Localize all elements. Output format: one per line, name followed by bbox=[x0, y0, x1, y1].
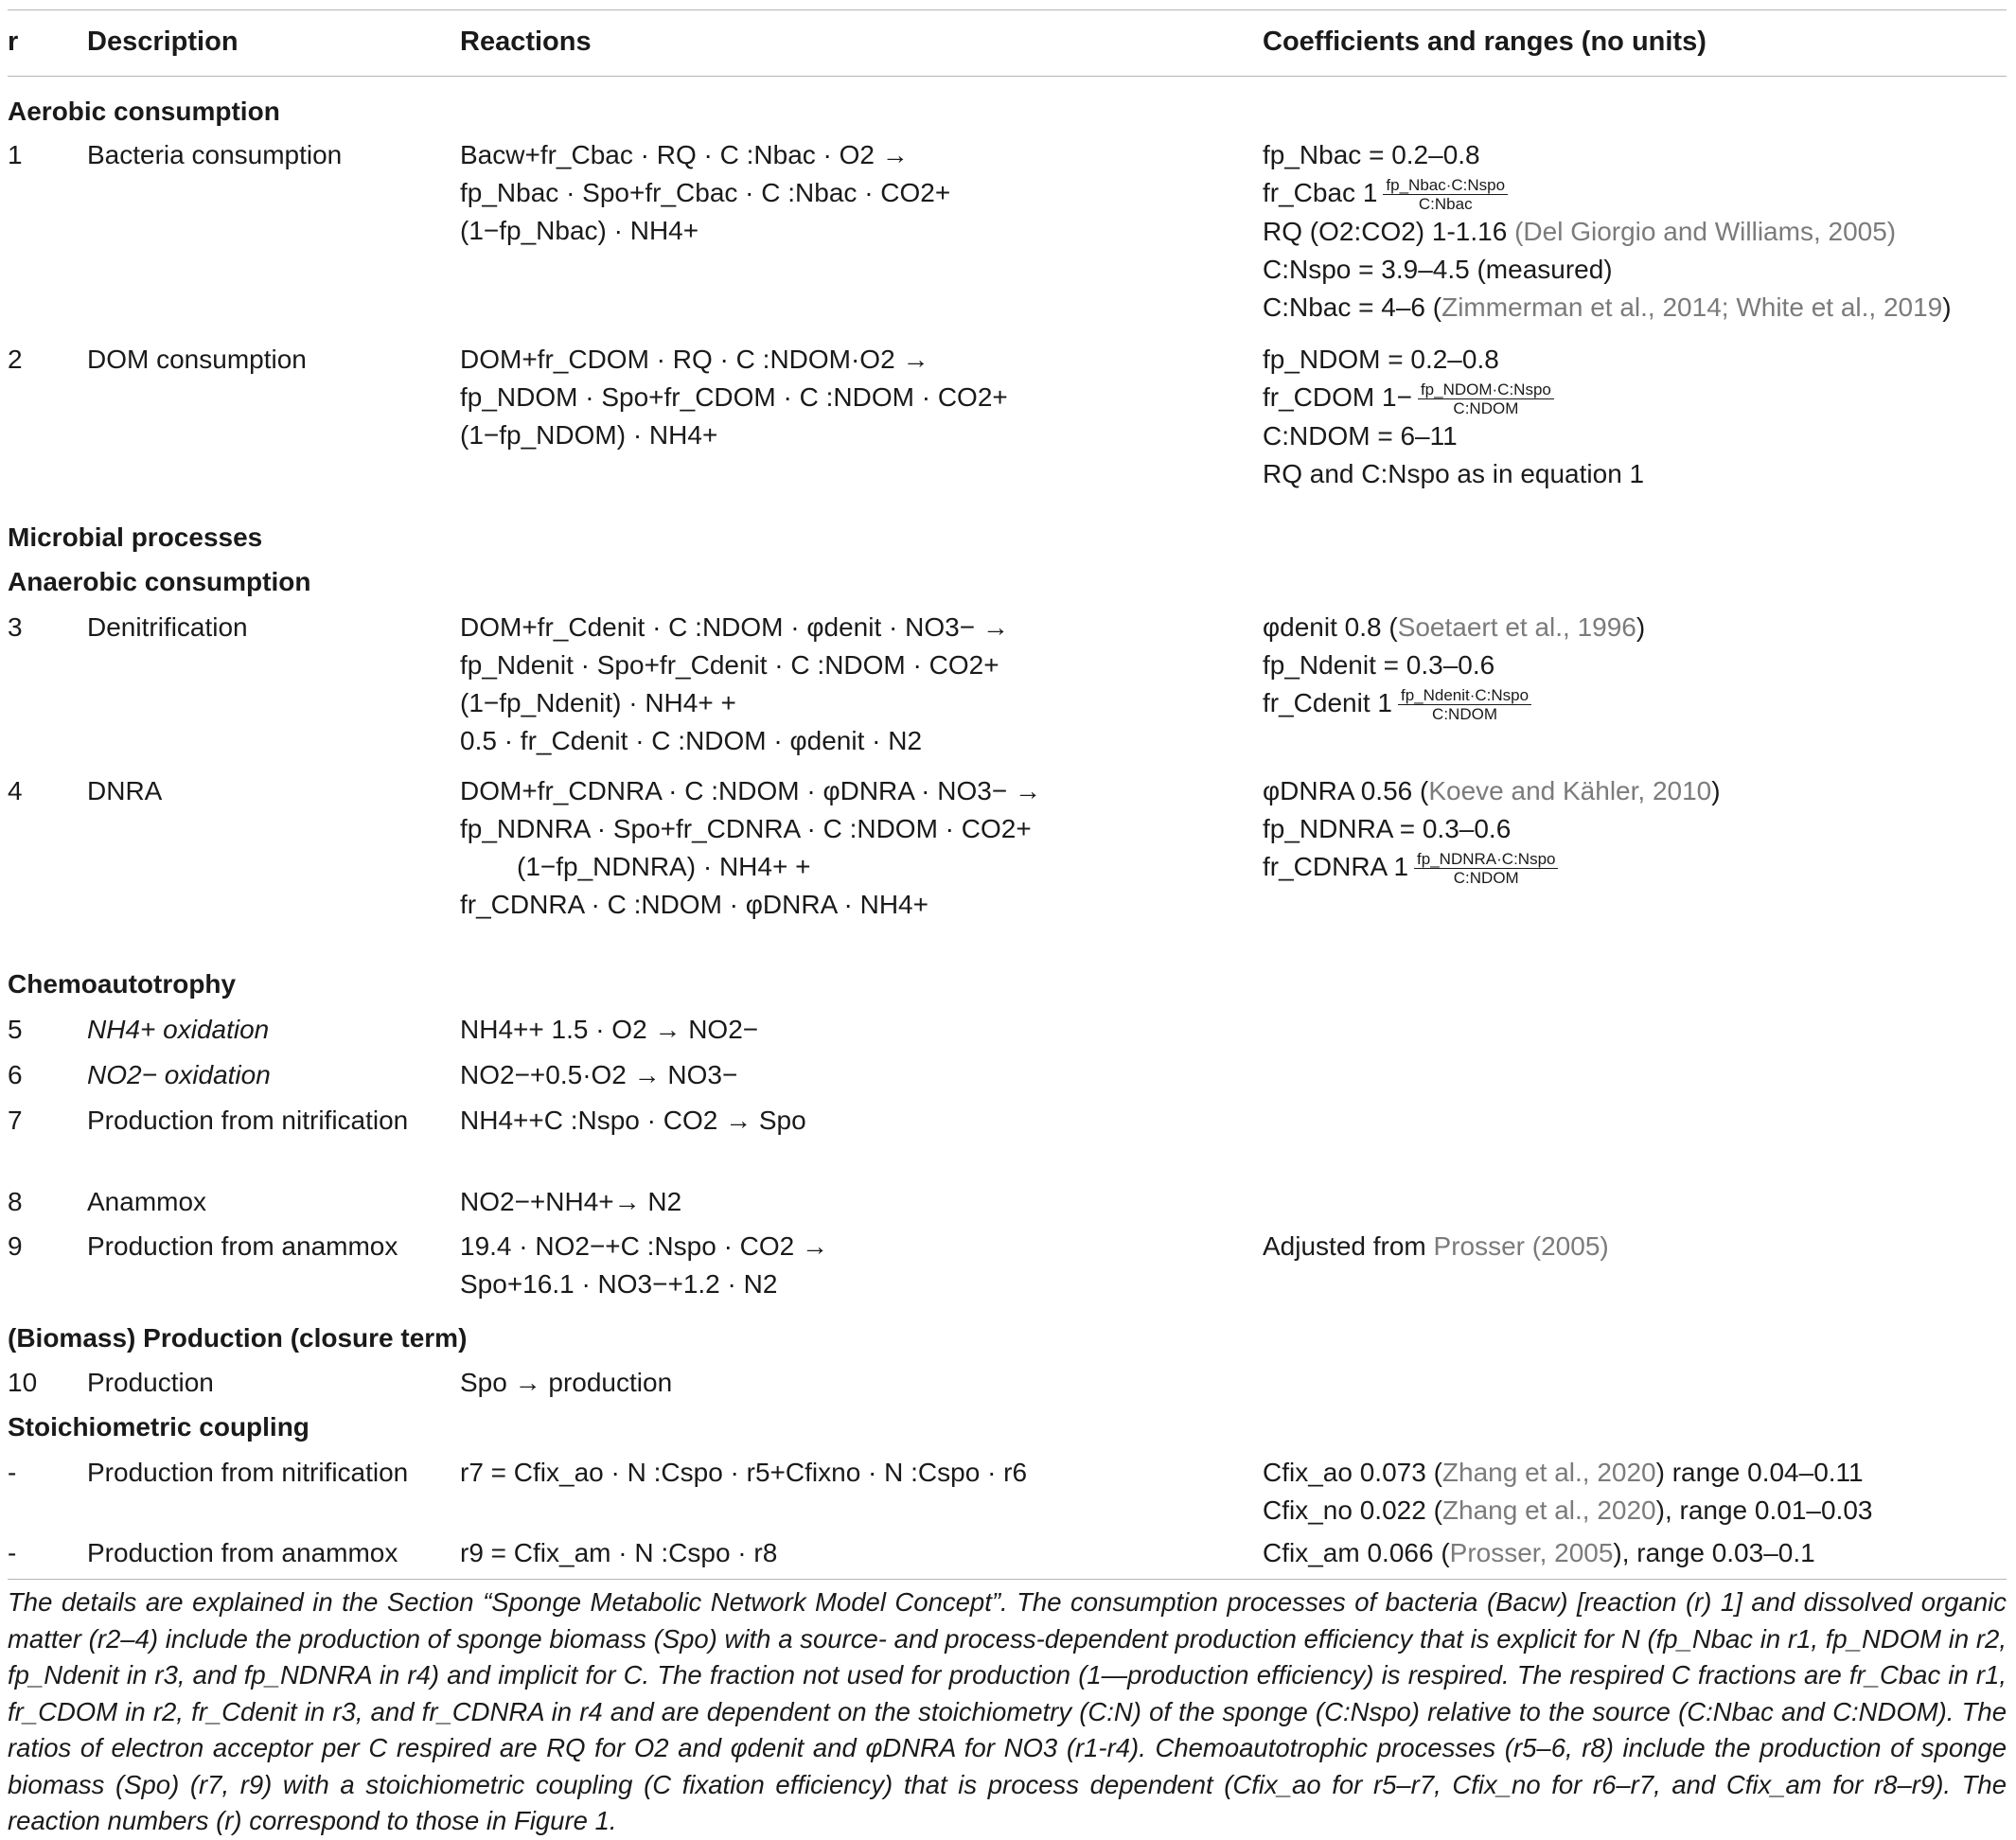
row-number: - bbox=[8, 1458, 17, 1487]
row-description: DNRA bbox=[87, 776, 163, 805]
table-caption: The details are explained in the Section “Sponge Metabolic Network Model Concept”. The consumption processes of bacteria (Bacw) [reaction (r) 1] and dissolved organic matter (r2–4) include the production of sponge biomass (Spo) with a source- and process-dependent production efficiency that is explicit for N (fp_Nbac in r1, fp_NDOM in r2, fp_Ndenit in r3, and fp_NDNRA in r4) and implicit for C. The fraction not used for production (1—production efficiency) is respired. The respired C fractions are fr_Cbac in r1, fr_CDOM in r2, fr_Cdenit in r3, and fr_CDNRA in r4 and are dependent on the stoichiometry (C:N) of the sponge (C:Nspo) relative to the source (C:Nbac and C:NDOM). The ratios of electron acceptor per C respired are RQ for O2 and φdenit and φDNRA for NO3 (r1-r4). Chemoautotrophic processes (r5–6, r8) include the production of sponge biomass (Spo) (r7, r9) with a stoichiometric coupling (C fixation efficiency) that is process dependent (Cfix_ao for r5–r7, Cfix_no for r6–r7, and Cfix_am for r8–r9). The reaction numbers (r) correspond to those in Figure 1. bbox=[8, 1587, 2007, 1835]
row-coefficients: φDNRA 0.56 (Koeve and Kähler, 2010) fp_NDNRA = 0.3–0.6 fr_CDNRA 1 $\frac{\text{fp\_NDNRA·C:Nspo}}{\text{C:NDOM}}$ bbox=[1263, 776, 1721, 888]
citation-link[interactable]: Zhang et al., 2020 bbox=[1441, 1495, 1656, 1525]
table-bottom-rule bbox=[8, 1579, 2007, 1580]
row-number: 9 bbox=[8, 1231, 23, 1261]
header-rule bbox=[8, 76, 2007, 77]
row-number: 8 bbox=[8, 1187, 23, 1216]
row-number: 5 bbox=[8, 1015, 23, 1044]
section-chemoautotrophy: Chemoautotrophy bbox=[8, 969, 237, 999]
row-coefficients: Cfix_ao 0.073 (Zhang et al., 2020) range 0.04–0.11 Cfix_no 0.022 (Zhang et al., 2020), range 0.01–0.03 bbox=[1263, 1458, 1873, 1525]
row-description: Production from anammox bbox=[87, 1231, 398, 1261]
row-description: Anammox bbox=[87, 1187, 207, 1216]
row-reaction: r9 = Cfix_am · N :Cspo · r8 bbox=[460, 1538, 778, 1567]
header-description: Description bbox=[87, 27, 239, 57]
citation-link[interactable]: Soetaert et al., 1996 bbox=[1397, 612, 1636, 642]
row-number: 4 bbox=[8, 776, 23, 805]
row-reaction: NH4++C :Nspo · CO2 → Spo bbox=[460, 1106, 806, 1135]
row-description: Production from nitrification bbox=[87, 1458, 409, 1487]
row-reaction: DOM+fr_CDNRA · C :NDOM · φDNRA · NO3− → fp_NDNRA · Spo+fr_CDNRA · C :NDOM · CO2+ (1−fp_NDNRA) · NH4+ + fr_CDNRA · C :NDOM · φDNRA · NH4+ bbox=[460, 776, 1041, 919]
citation-link[interactable]: Zimmerman et al., 2014; White et al., 2019 bbox=[1441, 292, 1943, 323]
citation-link[interactable]: Prosser (2005) bbox=[1433, 1231, 1609, 1261]
citation-link[interactable]: Koeve and Kähler, 2010 bbox=[1428, 776, 1712, 805]
row-number: 2 bbox=[8, 345, 23, 374]
row-coefficients: Adjusted from Prosser (2005) bbox=[1263, 1231, 1609, 1261]
row-number: - bbox=[8, 1538, 17, 1567]
row-description: Production from anammox bbox=[87, 1538, 398, 1567]
row-description: DOM consumption bbox=[87, 345, 307, 374]
row-reaction: NH4++ 1.5 · O2 → NO2− bbox=[460, 1015, 759, 1044]
fraction: $\frac{\text{fp\_NDOM·C:Nspo}}{\text{C:NDOM}}$ bbox=[1418, 380, 1554, 417]
row-reaction: 19.4 · NO2−+C :Nspo · CO2 → Spo+16.1 · NO3−+1.2 · N2 bbox=[460, 1231, 829, 1299]
row-reaction: NO2−+NH4+→ N2 bbox=[460, 1187, 682, 1216]
row-description: NO2− oxidation bbox=[87, 1060, 271, 1089]
row-reaction: Spo → production bbox=[460, 1368, 673, 1397]
row-description: Bacteria consumption bbox=[87, 140, 343, 169]
header-coefficients: Coefficients and ranges (no units) bbox=[1263, 27, 1707, 57]
section-microbial: Microbial processes bbox=[8, 522, 263, 552]
row-reaction: r7 = Cfix_ao · N :Cspo · r5+Cfixno · N :Cspo · r6 bbox=[460, 1458, 1028, 1487]
row-number: 7 bbox=[8, 1106, 23, 1135]
fraction: $\frac{\text{fp\_Ndenit·C:Nspo}}{\text{C:NDOM}}$ bbox=[1398, 686, 1531, 723]
row-description: Production from nitrification bbox=[87, 1106, 409, 1135]
citation-link[interactable]: Zhang et al., 2020 bbox=[1441, 1458, 1656, 1487]
row-coefficients: φdenit 0.8 (Soetaert et al., 1996) fp_Ndenit = 0.3–0.6 fr_Cdenit 1 $\frac{\text{fp\_Ndenit·C:Nspo}}{\text{C:NDOM}}$ bbox=[1263, 612, 1646, 724]
row-number: 6 bbox=[8, 1060, 23, 1089]
section-aerobic: Aerobic consumption bbox=[8, 97, 280, 126]
header-r: r bbox=[8, 27, 19, 57]
section-biomass: (Biomass) Production (closure term) bbox=[8, 1323, 468, 1353]
row-description: NH4+ oxidation bbox=[87, 1015, 270, 1044]
row-coefficients: Cfix_am 0.066 (Prosser, 2005), range 0.03–0.1 bbox=[1263, 1538, 1815, 1567]
section-stoichiometric: Stoichiometric coupling bbox=[8, 1412, 309, 1442]
citation-link[interactable]: (Del Giorgio and Williams, 2005) bbox=[1514, 217, 1897, 247]
row-reaction: DOM+fr_CDOM · RQ · C :NDOM·O2 → fp_NDOM · Spo+fr_CDOM · C :NDOM · CO2+ (1−fp_NDOM) · NH4+ bbox=[460, 345, 1008, 450]
section-anaerobic: Anaerobic consumption bbox=[8, 567, 311, 596]
citation-link[interactable]: Prosser, 2005 bbox=[1449, 1538, 1614, 1567]
row-coefficients: fp_NDOM = 0.2–0.8 fr_CDOM 1− $\frac{\text{fp\_NDOM·C:Nspo}}{\text{C:NDOM}}$ C:NDOM = 6–11 RQ and C:Nspo as in equation 1 bbox=[1263, 345, 1645, 489]
row-number: 1 bbox=[8, 140, 23, 169]
row-description: Production bbox=[87, 1368, 214, 1397]
row-number: 10 bbox=[8, 1368, 38, 1397]
fraction: $\frac{\text{fp\_Nbac·C:Nspo}}{\text{C:Nbac}}$ bbox=[1383, 176, 1508, 213]
row-coefficients: fp_Nbac = 0.2–0.8 fr_Cbac 1 $\frac{\text{fp\_Nbac·C:Nspo}}{\text{C:Nbac}}$ RQ (O2:CO2) 1-1.16 (Del Giorgio and Williams, 2005) C:Nspo = 3.9–4.5 (measured) C:Nbac = 4–6 (Zimmerman et al., 2014; White et al., 2019) bbox=[1263, 140, 1952, 323]
row-reaction: Bacw+fr_Cbac · RQ · C :Nbac · O2 → fp_Nbac · Spo+fr_Cbac · C :Nbac · CO2+ (1−fp_Nbac) · NH4+ bbox=[460, 140, 951, 245]
row-number: 3 bbox=[8, 612, 23, 642]
row-description: Denitrification bbox=[87, 612, 248, 642]
header-reactions: Reactions bbox=[460, 27, 592, 57]
row-reaction: NO2−+0.5·O2 → NO3− bbox=[460, 1060, 738, 1089]
row-reaction: DOM+fr_Cdenit · C :NDOM · φdenit · NO3− → fp_Ndenit · Spo+fr_Cdenit · C :NDOM · CO2+ (1−fp_Ndenit) · NH4+ + 0.5 · fr_Cdenit · C :NDOM · φdenit · N2 bbox=[460, 612, 1009, 755]
table-top-rule bbox=[8, 9, 2007, 10]
fraction: $\frac{\text{fp\_NDNRA·C:Nspo}}{\text{C:NDOM}}$ bbox=[1414, 850, 1558, 887]
